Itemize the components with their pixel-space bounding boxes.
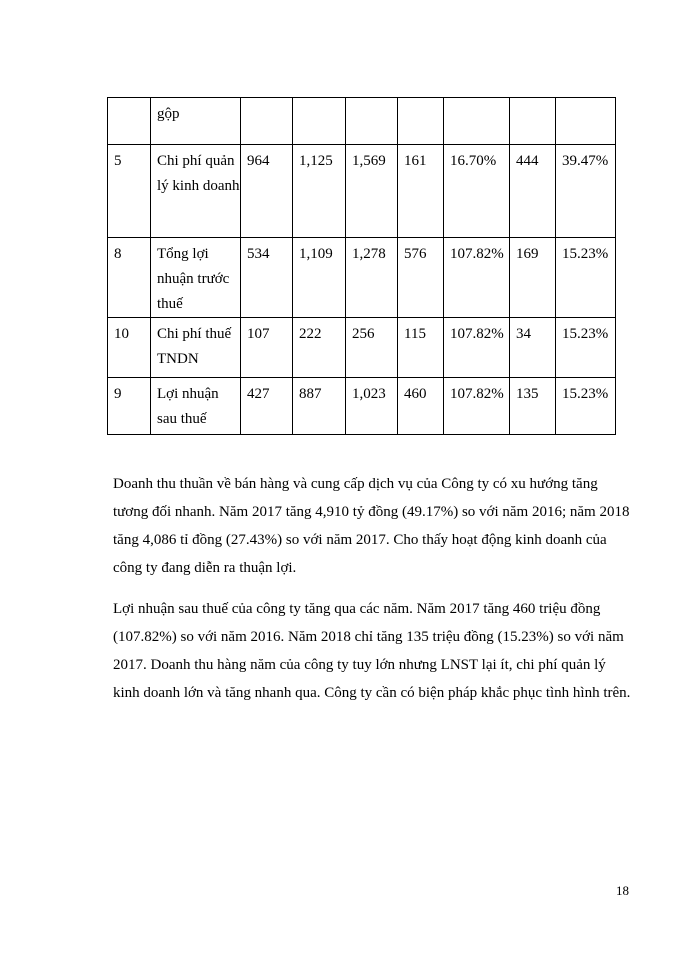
table-cell (556, 145, 616, 238)
table-cell (108, 238, 151, 318)
table-row (108, 318, 616, 378)
cell-value: 964 (247, 153, 270, 169)
table-cell (510, 318, 556, 378)
cell-value: 16.70% (450, 153, 497, 169)
cell-value: 5 (114, 153, 122, 169)
cell-value: 427 (247, 386, 270, 402)
cell-value: 1,109 (299, 246, 333, 262)
cell-value: 115 (404, 326, 426, 342)
table-row (108, 98, 616, 145)
cell-value: 460 (404, 386, 427, 402)
table-cell (444, 98, 510, 145)
cell-value: 256 (352, 326, 375, 342)
cell-value: 34 (516, 326, 531, 342)
table-cell (444, 318, 510, 378)
table-cell (444, 238, 510, 318)
cell-value: 576 (404, 246, 427, 262)
cell-value: 135 (516, 386, 539, 402)
table-cell (151, 98, 241, 145)
table-cell (444, 145, 510, 238)
table-cell (556, 98, 616, 145)
table-cell (398, 378, 444, 435)
row-label: Tổng lợi nhuận trước thuế (157, 246, 230, 312)
row-label: Chi phí quản lý kinh doanh (157, 153, 240, 194)
table-cell (398, 238, 444, 318)
table-cell (346, 98, 398, 145)
table-cell (293, 98, 346, 145)
paragraph-profit: Lợi nhuận sau thuế của công ty tăng qua các năm. Năm 2017 tăng 460 triệu đồng (107.82%) so với năm 2016. Năm 2018 chỉ tăng 135 triệu đồng (15.23%) so với năm 2017. Doanh thu hàng năm của công ty tuy lớn nhưng LNST lại ít, chi phí quản lý kinh doanh lớn và tăng nhanh qua. Công ty cần có biện pháp khắc phục tình hình trên. (113, 601, 631, 701)
cell-value: 107.82% (450, 386, 504, 402)
table-cell (108, 98, 151, 145)
cell-value: 107 (247, 326, 270, 342)
table-cell (293, 378, 346, 435)
table-cell (241, 238, 293, 318)
table-cell (444, 378, 510, 435)
cell-value: 10 (114, 326, 129, 342)
table-cell (346, 318, 398, 378)
cell-value: 15.23% (562, 246, 609, 262)
table-cell (346, 145, 398, 238)
table-row (108, 145, 616, 238)
table-cell (346, 378, 398, 435)
table-cell (556, 238, 616, 318)
table-cell (151, 238, 241, 318)
table-body (108, 98, 616, 435)
table-cell (398, 98, 444, 145)
financial-table (107, 97, 616, 435)
table-cell (241, 145, 293, 238)
cell-value: 1,569 (352, 153, 386, 169)
table-cell (108, 145, 151, 238)
table-cell (108, 378, 151, 435)
table-cell (398, 145, 444, 238)
table-cell (293, 238, 346, 318)
table-cell (510, 98, 556, 145)
cell-value: 107.82% (450, 326, 504, 342)
table-cell (151, 378, 241, 435)
table-cell (510, 145, 556, 238)
cell-value: 15.23% (562, 326, 609, 342)
table-cell (346, 238, 398, 318)
table-cell (398, 318, 444, 378)
cell-value: 1,023 (352, 386, 386, 402)
cell-value: 1,278 (352, 246, 386, 262)
cell-value: 169 (516, 246, 539, 262)
table-cell (151, 318, 241, 378)
table-cell (556, 318, 616, 378)
cell-value: 107.82% (450, 246, 504, 262)
table-cell (241, 378, 293, 435)
cell-value: 15.23% (562, 386, 609, 402)
cell-value: 8 (114, 246, 122, 262)
table-cell (556, 378, 616, 435)
cell-value: 887 (299, 386, 322, 402)
table-cell (293, 318, 346, 378)
table-cell (510, 238, 556, 318)
table-cell (241, 318, 293, 378)
paragraph-revenue: Doanh thu thuần về bán hàng và cung cấp dịch vụ của Công ty có xu hướng tăng tương đối nhanh. Năm 2017 tăng 4,910 tỷ đồng (49.17%) so với năm 2016; năm 2018 tăng 4,086 tỉ đồng (27.43%) so với năm 2017. Cho thấy hoạt động kinh doanh của công ty đang diễn ra thuận lợi. (113, 476, 630, 576)
cell-value: 444 (516, 153, 539, 169)
table-cell (108, 318, 151, 378)
table-row (108, 238, 616, 318)
row-label: Chi phí thuế TNDN (157, 326, 232, 367)
row-label: Lợi nhuận sau thuế (157, 386, 219, 427)
row-label: gộp (157, 106, 180, 122)
cell-value: 222 (299, 326, 322, 342)
cell-value: 534 (247, 246, 270, 262)
cell-value: 39.47% (562, 153, 609, 169)
table-row (108, 378, 616, 435)
table-cell (151, 145, 241, 238)
page-number: 18 (616, 883, 629, 898)
table-cell (510, 378, 556, 435)
cell-value: 161 (404, 153, 427, 169)
cell-value: 1,125 (299, 153, 333, 169)
cell-value: 9 (114, 386, 122, 402)
table-cell (241, 98, 293, 145)
table-cell (293, 145, 346, 238)
